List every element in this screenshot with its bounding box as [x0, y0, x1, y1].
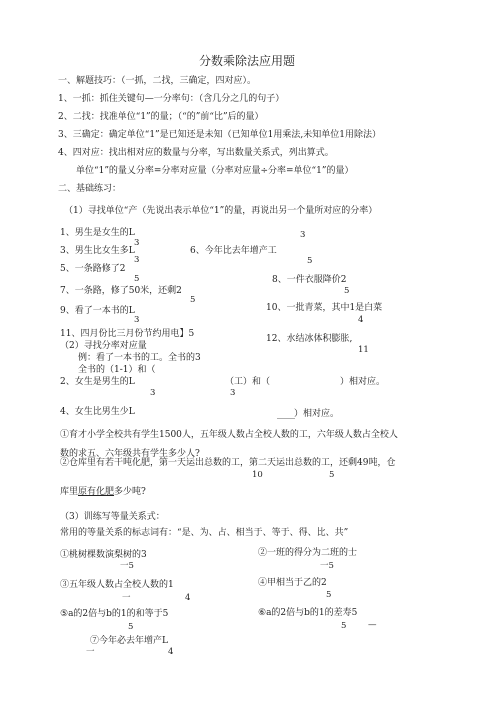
question-8-denominator: 5	[344, 286, 350, 296]
question-2-middle: （工）和（	[225, 377, 271, 387]
example-line: 例：看了一本书的工。全书的3	[78, 353, 201, 363]
question-7-denominator: 5	[190, 295, 196, 305]
question-11: 11、四月份比三月份节约用电】5	[60, 329, 195, 339]
question-1: 1、男生是女生的L	[60, 228, 135, 238]
question-3-denominator: 3	[134, 255, 140, 265]
question-2-middle-denominator: 3	[230, 388, 236, 398]
technique-step-3: 3、三确定：确定单位“1”是已知还是未知（已知单位1用乘法,未知单位1用除法）	[58, 130, 381, 140]
question-12-denominator: 11	[358, 345, 369, 355]
question-6: 6、今年比去年增产工	[190, 246, 277, 256]
training-item-4: ④甲相当于乙的2	[258, 578, 327, 588]
problem-2-line-2	[60, 487, 146, 497]
basics-heading: 二、基础练习：	[58, 184, 122, 194]
question-6-denominator: 5	[307, 256, 313, 266]
problem-2-line-2-start: 库里	[60, 487, 79, 497]
training-item-3: ③五年级人数占全校人数的1	[60, 580, 174, 590]
question-2-denominator: 3	[150, 388, 156, 398]
training-item-1: ①桃树棵数演梨树的3	[60, 550, 147, 560]
page-title: 分数乘除法应用题	[199, 54, 296, 68]
question-4-blank: ____	[277, 409, 295, 419]
technique-step-2: 2、二找：找准单位“1”的量；（“的”前“比”后的量）	[58, 112, 264, 122]
training-item-7-denominator: 4	[168, 647, 174, 657]
techniques-heading: 一、解题技巧：（一抓，二找，三确定，四对应）。	[58, 76, 257, 86]
training-item-6-denominator: 5	[341, 621, 347, 631]
question-2-tail: ）相对应。	[340, 377, 386, 387]
question-3: 3、男生比女生多L	[60, 246, 135, 256]
training-item-5-denominator: 5	[128, 622, 134, 632]
problem-1-line-2: 数的求五、六年级共有学生多少人?	[60, 449, 200, 459]
technique-step-1: 1、一抓：抓住关键句—一分率句：（含几分之几的句子）	[58, 94, 285, 104]
technique-step-4: 4、四对应：找出相对应的数量与分率，写出数量关系式，列出算式。	[58, 148, 334, 158]
formula-line: 单位“1”的量乂分率=分率对应量（分率对应量÷分率=单位“1”的量）	[76, 166, 354, 176]
question-1-right-denominator: 3	[300, 230, 306, 240]
question-10-denominator: 4	[358, 315, 364, 325]
question-4: 4、女生比男生少L	[60, 407, 135, 417]
problem-2-line-1: ②仓库里有若干吨化肥，第一天运出总数的工，第二天运出总数的工，还剩49吨，仓	[60, 458, 396, 468]
question-4-tail: ）相对应。	[294, 409, 340, 419]
problem-2-denominator-2: 5	[329, 470, 335, 480]
part2-heading: （2）寻找分率对应量	[60, 341, 147, 351]
training-item-6: ⑥a的2倍与b的1的差寿5	[258, 608, 358, 618]
part1-heading: （1）寻找单位“产（先说出表示单位“1”的量，再说出另一个量所对应的分率）	[64, 206, 378, 216]
problem-2-underlined-phrase: 原有化肥	[78, 487, 115, 497]
question-2: 2、女生是男生的L	[60, 377, 135, 387]
question-10: 10、一批青菜，其中1是白菜	[266, 303, 383, 313]
problem-2-line-2-end: 多少吨?	[114, 487, 146, 497]
training-keywords: 常用的等量关系的标志词有：“是、为、占、相当于、等于、得、比、共”	[60, 528, 349, 538]
training-item-3-dash: 一	[122, 593, 131, 603]
question-7: 7、一条路，修了50米，还剩2	[60, 286, 182, 296]
training-item-4-denominator: 5	[326, 590, 332, 600]
training-item-3-denominator: 4	[185, 593, 191, 603]
question-1-denominator: 3	[134, 238, 140, 248]
example-line-2: 全书的（1-1）和（	[78, 365, 156, 375]
problem-1-line-1: ①育才小学全校共有学生1500人，五年级人数占全校人数的工，六年级人数占全校人	[60, 430, 398, 440]
question-5: 5、一条路修了2	[60, 264, 126, 274]
training-item-7: ⑦今年必去年增产L	[90, 636, 168, 646]
question-8: 8、一件衣服降价2	[272, 275, 347, 285]
training-item-7-dash: 一	[86, 647, 95, 657]
training-item-2: ②一班的得分为二班的士	[258, 548, 358, 558]
question-12: 12、水结冰体积膨胀,	[266, 334, 353, 344]
training-item-2-denominator: 一5	[320, 561, 334, 571]
training-heading: （3）训练写等量关系式：	[60, 512, 165, 522]
question-9: 9、看了一本书的L	[60, 306, 135, 316]
question-5-denominator: 5	[134, 274, 140, 284]
question-9-denominator: 3	[134, 315, 140, 325]
training-item-5: ⑤a的2倍与b的1的和等于5	[60, 609, 169, 619]
training-item-1-denominator: 一5	[120, 561, 134, 571]
problem-2-denominator: 10	[252, 470, 263, 480]
training-item-6-dash: —	[368, 620, 377, 630]
